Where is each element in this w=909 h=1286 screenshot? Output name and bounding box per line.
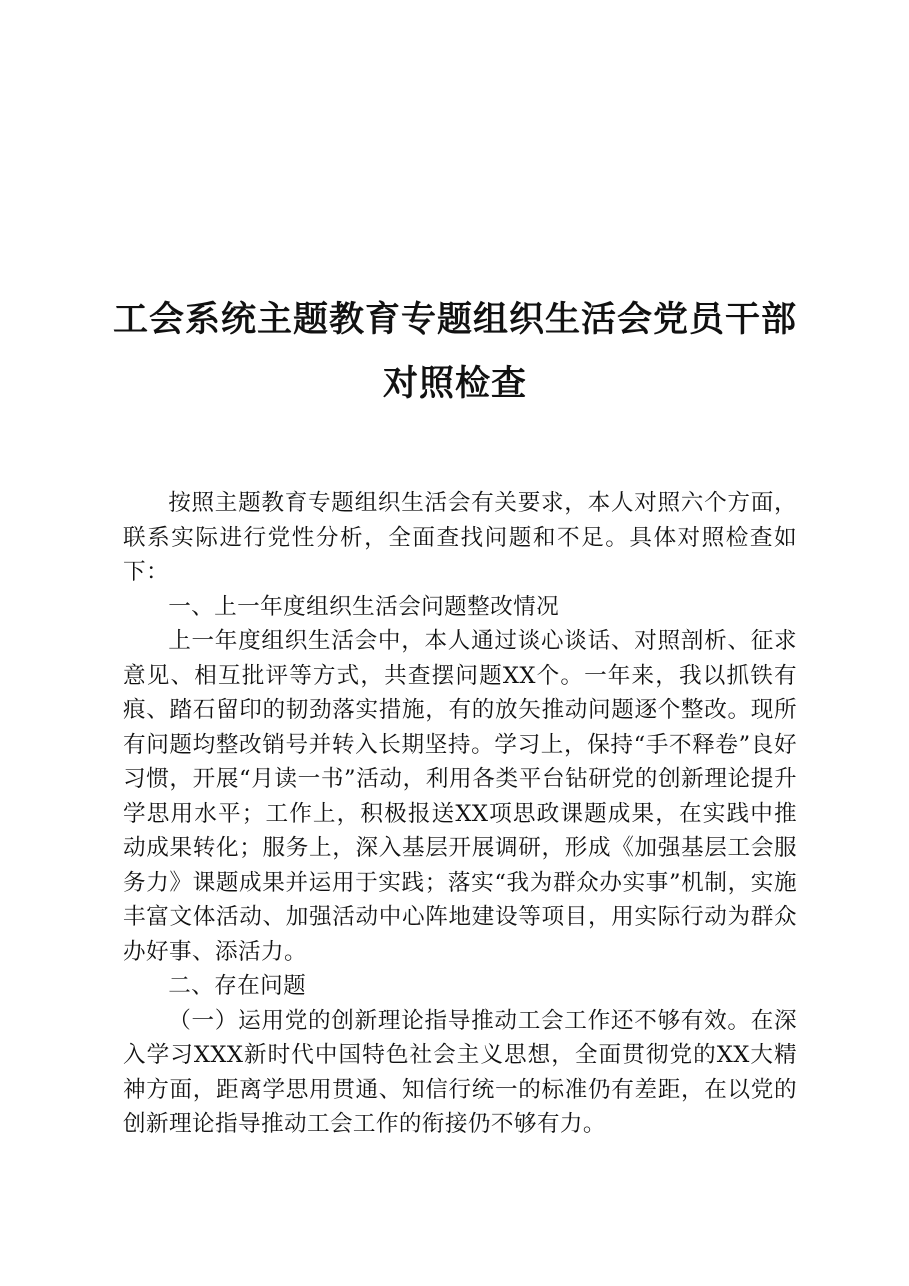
document-title: 工会系统主题教育专题组织生活会党员干部对照检查 xyxy=(112,299,797,404)
section-heading-2: 二、存在问题 xyxy=(168,973,307,999)
document-body xyxy=(123,486,797,1142)
intro-paragraph: 按照主题教育专题组织生活会有关要求，本人对照六个方面，联系实际进行党性分析，全面查找问题和不足。具体对照检查如下： xyxy=(123,490,797,585)
section-1-paragraph: 上一年度组织生活会中，本人通过谈心谈话、对照剖析、征求意见、相互批评等方式，共查摆问题XX个。一年来，我以抓铁有痕、踏石留印的韧劲落实措施，有的放矢推动问题逐个整改。现所有问题均整改销号并转入长期坚持。学习上，保持“手不释卷”良好习惯，开展“月读一书”活动，利用各类平台钻研党的创新理论提升学思用水平；工作上，积极报送XX项思政课题成果，在实践中推动成果转化；服务上，深入基层开展调研，形成《加强基层工会服务力》课题成果并运用于实践；落实“我为群众办实事”机制，实施丰富文体活动、加强活动中心阵地建设等项目，用实际行动为群众办好事、添活力。 xyxy=(123,628,797,965)
section-heading-1: 一、上一年度组织生活会问题整改情况 xyxy=(168,593,560,620)
section-2-item-1: （一）运用党的创新理论指导推动工会工作还不够有效。在深入学习XXX新时代中国特色社会主义思想，全面贯彻党的XX大精神方面，距离学思用贯通、知信行统一的标准仍有差距，在以党的创新理论指导推动工会工作的衔接仍不够有力。 xyxy=(123,1007,797,1137)
